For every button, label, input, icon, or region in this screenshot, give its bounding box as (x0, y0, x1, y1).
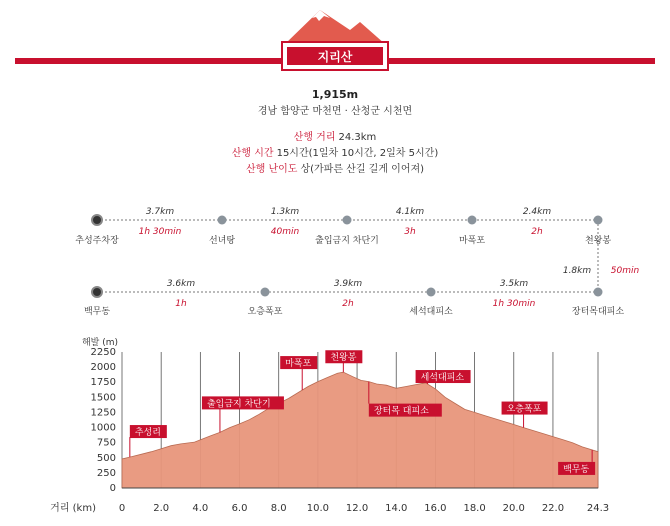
x-tick-label: 14.0 (385, 503, 408, 514)
segment-distance: 1.3km (270, 207, 300, 217)
segment-time: 40min (270, 227, 300, 237)
segment-distance: 3.6km (166, 279, 196, 289)
route-label: 선녀탕 (208, 236, 236, 246)
y-tick-label: 2000 (90, 362, 116, 374)
segment-time: 3h (404, 227, 416, 237)
chart-y-ticks (91, 347, 116, 494)
route-node-end (92, 287, 102, 297)
route-label: 출입금지 차단기 (315, 236, 379, 246)
stat-difficulty: 산행 난이도 상(가파른 산길 길게 이어져) (245, 164, 425, 175)
route-diagram (75, 207, 639, 317)
annotation-label: 세석대피소 (420, 373, 465, 384)
elevation-chart (50, 336, 609, 514)
segment-distance: 4.1km (395, 207, 425, 217)
route-label: 추성주차장 (75, 236, 119, 246)
x-tick-label: 12.0 (345, 503, 369, 514)
chart-ylabel: 해발 (m) (81, 338, 118, 348)
route-label: 세석대피소 (409, 307, 453, 317)
y-tick-label: 1500 (90, 392, 116, 404)
route-node (427, 288, 436, 297)
x-tick-label: 0 (118, 503, 126, 514)
location: 경남 함양군 마천면 · 산청군 시천면 (257, 106, 413, 117)
x-tick-label: 24.3 (586, 503, 610, 514)
route-node (218, 216, 227, 225)
mountain-name: 지리산 (317, 50, 353, 64)
x-tick-label: 10.0 (306, 503, 330, 514)
annotation-label: 오층폭포 (506, 404, 542, 415)
y-tick-label: 0 (109, 483, 116, 494)
annotation-label: 장터목 대피소 (373, 406, 429, 417)
annotation-label: 추성리 (134, 428, 161, 439)
y-tick-label: 1250 (90, 407, 116, 419)
chart-area-layer (122, 372, 598, 488)
route-node (468, 216, 477, 225)
route-node (594, 288, 603, 297)
connector-time: 50min (610, 266, 640, 276)
y-tick-label: 250 (96, 467, 116, 479)
header-banner (15, 10, 655, 70)
segment-time: 1h 30min (138, 227, 182, 237)
annotation-label: 마폭포 (285, 359, 312, 370)
x-tick-label: 16.0 (424, 503, 447, 514)
route-label: 천왕봉 (584, 236, 612, 246)
segment-distance: 3.7km (145, 207, 175, 217)
route-label: 오층폭포 (247, 307, 283, 317)
stat-time: 산행 시간 15시간(1일차 10시간, 2일차 5시간) (231, 148, 439, 159)
route-label: 장터목대피소 (571, 307, 625, 317)
elevation-area (122, 372, 598, 488)
route-node (261, 288, 270, 297)
connector-distance: 1.8km (562, 266, 592, 276)
segment-time: 1h 30min (492, 299, 536, 309)
y-tick-label: 1000 (90, 422, 116, 434)
annotation-label: 백무동 (563, 464, 590, 475)
x-tick-label: 20.0 (502, 503, 525, 514)
y-tick-label: 500 (96, 452, 116, 464)
segment-distance: 3.5km (499, 279, 529, 289)
segment-time: 2h (531, 227, 543, 237)
y-tick-label: 1750 (90, 377, 116, 389)
route-node (594, 216, 603, 225)
chart-xlabel: 거리 (km) (50, 503, 96, 514)
route-node-start (92, 215, 102, 225)
segment-time: 1h (175, 299, 187, 309)
stat-distance: 산행 거리 24.3km (293, 132, 377, 143)
segment-distance: 3.9km (333, 279, 363, 289)
route-label: 마폭포 (458, 236, 486, 246)
segment-time: 2h (342, 299, 354, 309)
annotation-label: 천왕봉 (330, 353, 357, 364)
segment-distance: 2.4km (522, 207, 552, 217)
mountain-icon (285, 10, 385, 44)
x-tick-label: 18.0 (463, 503, 486, 514)
route-node (343, 216, 352, 225)
y-tick-label: 750 (96, 437, 116, 449)
route-label: 백무동 (83, 307, 111, 317)
annotation-label: 출입금지 차단기 (206, 399, 271, 410)
y-tick-label: 2250 (90, 347, 116, 358)
x-tick-label: 8.0 (270, 503, 287, 514)
elevation: 1,915m (311, 88, 359, 101)
x-tick-label: 4.0 (192, 503, 209, 514)
x-tick-label: 6.0 (231, 503, 248, 514)
chart-x-ticks (119, 503, 609, 514)
x-tick-label: 22.0 (541, 503, 565, 514)
x-tick-label: 2.0 (153, 503, 170, 514)
